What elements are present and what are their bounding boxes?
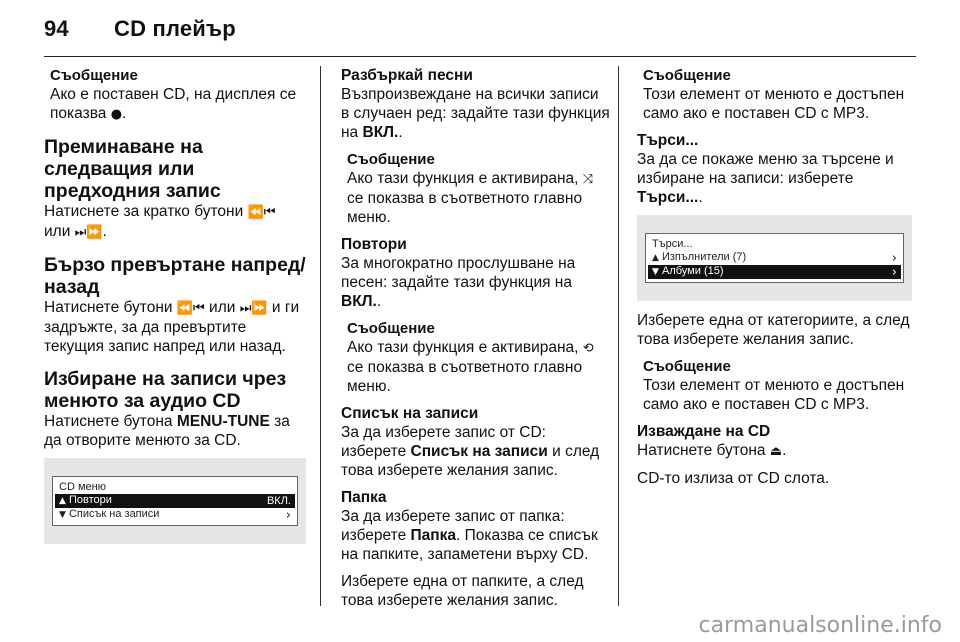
repeat-icon: ⟲ <box>582 341 594 356</box>
page-title: CD плейър <box>114 16 236 41</box>
column-1 <box>44 66 306 554</box>
paragraph-eject: Натиснете бутона ⏏. <box>637 442 787 459</box>
paragraph-repeat: За многократно прослушване на песен: задайте тази функция на ВКЛ.. <box>341 255 576 310</box>
menu-item-artists: ▲ Изпълнители (7) › <box>652 250 897 266</box>
eject-icon: ⏏ <box>769 444 783 459</box>
note-cd-inserted: Съобщение Ако е поставен CD, на дисплея се показва ●. <box>44 66 306 124</box>
paragraph-shuffle: Възпроизвеждане на всички записи в случаен ред: задайте тази функция на ВКЛ.. <box>341 86 610 141</box>
note-repeat: Съобщение Ако тази функция е активирана, ⟲ се показва в съответното главно меню. <box>347 320 594 395</box>
shuffle-icon: ⤨ <box>582 172 594 187</box>
paragraph-track-list: За да изберете запис от CD: изберете Списък на записи и след това изберете желания запис. <box>341 424 600 479</box>
subheading-search: Търси... <box>637 132 699 149</box>
arrow-up-icon: ▲ <box>59 496 66 506</box>
paragraph-eject-result: CD-то излиза от CD слота. <box>637 470 830 487</box>
arrow-up-icon: ▲ <box>652 253 659 263</box>
column-3 <box>637 66 912 496</box>
search-menu-screenshot <box>637 215 912 301</box>
subheading-folder: Папка <box>341 489 387 506</box>
paragraph-fast-scroll: Натиснете бутони ⏪⏮ или ⏭⏩ и ги задръжте, за да превъртите текущия запис напред или назад. <box>44 299 300 355</box>
column-divider-2 <box>618 66 619 606</box>
paragraph-folder-select: Изберете една от папките, а след това изберете желания запис. <box>341 573 584 609</box>
paragraph-select-category: Изберете една от категориите, а след това изберете желания запис. <box>637 312 910 348</box>
arrow-down-icon: ▼ <box>59 510 66 520</box>
menu-tune-key: MENU-TUNE <box>176 413 270 430</box>
paragraph-folder: За да изберете запис от папка: изберете Папка. Показва се списък на папките, запаметени върху CD. <box>341 508 598 563</box>
heading-next-previous: Преминаване на следващия или предходния запис <box>44 136 221 202</box>
cd-icon: ● <box>110 107 123 122</box>
subheading-track-list: Списък на записи <box>341 405 479 422</box>
display-title: CD меню <box>59 480 106 493</box>
column-2 <box>341 66 611 618</box>
heading-fast-scroll: Бързо превъртане напред/ назад <box>44 254 306 298</box>
subheading-eject: Изваждане на CD <box>637 423 771 440</box>
paragraph-audio-cd-menu: Натиснете бутона MENU-TUNE за да отворите менюто за CD. <box>44 413 290 449</box>
header-rule <box>44 56 916 57</box>
note-text: Ако е поставен CD, на дисплея се показва <box>50 86 297 122</box>
menu-item-repeat: ▲ Повтори ВКЛ. <box>55 494 295 508</box>
display-title: Търси... <box>652 237 693 250</box>
note-mp3-only-2: Съобщение Този елемент от менюто е достъпен само ако е поставен CD с MP3. <box>643 358 905 413</box>
page-header <box>44 16 236 42</box>
forward-skip-icon: ⏭⏩ <box>239 301 268 316</box>
note-mp3-only: Съобщение Този елемент от менюто е достъпен само ако е поставен CD с MP3. <box>643 67 905 122</box>
menu-item-track-list: ▼ Списък на записи › <box>59 507 291 523</box>
column-divider-1 <box>320 66 321 606</box>
rewind-skip-icon: ⏪⏮ <box>176 301 205 316</box>
subheading-shuffle: Разбъркай песни <box>341 67 473 84</box>
search-menu-display <box>645 233 904 283</box>
menu-item-albums: ▼ Албуми (15) › <box>648 265 901 279</box>
chevron-right-icon: › <box>285 507 291 523</box>
paragraph-search: За да се покаже меню за търсене и избиране на записи: изберете Търси.... <box>637 151 894 206</box>
chevron-right-icon: › <box>891 250 897 266</box>
cd-menu-screenshot <box>44 458 306 544</box>
heading-audio-cd-menu: Избиране на записи чрез менюто за аудио CD <box>44 368 287 412</box>
page-number: 94 <box>44 16 69 41</box>
cd-menu-display <box>52 476 298 526</box>
paragraph-next-previous: Натиснете за кратко бутони ⏪⏮ или ⏭⏩. <box>44 203 276 240</box>
forward-skip-icon: ⏭⏩ <box>74 225 103 240</box>
watermark: carmanualsonline.info <box>698 613 942 638</box>
rewind-skip-icon: ⏪⏮ <box>247 205 276 220</box>
note-title: Съобщение <box>50 67 138 84</box>
arrow-down-icon: ▼ <box>652 267 659 277</box>
chevron-right-icon: › <box>891 264 897 280</box>
note-shuffle: Съобщение Ако тази функция е активирана, ⤨ се показва в съответното главно меню. <box>347 151 594 226</box>
subheading-repeat: Повтори <box>341 236 407 253</box>
